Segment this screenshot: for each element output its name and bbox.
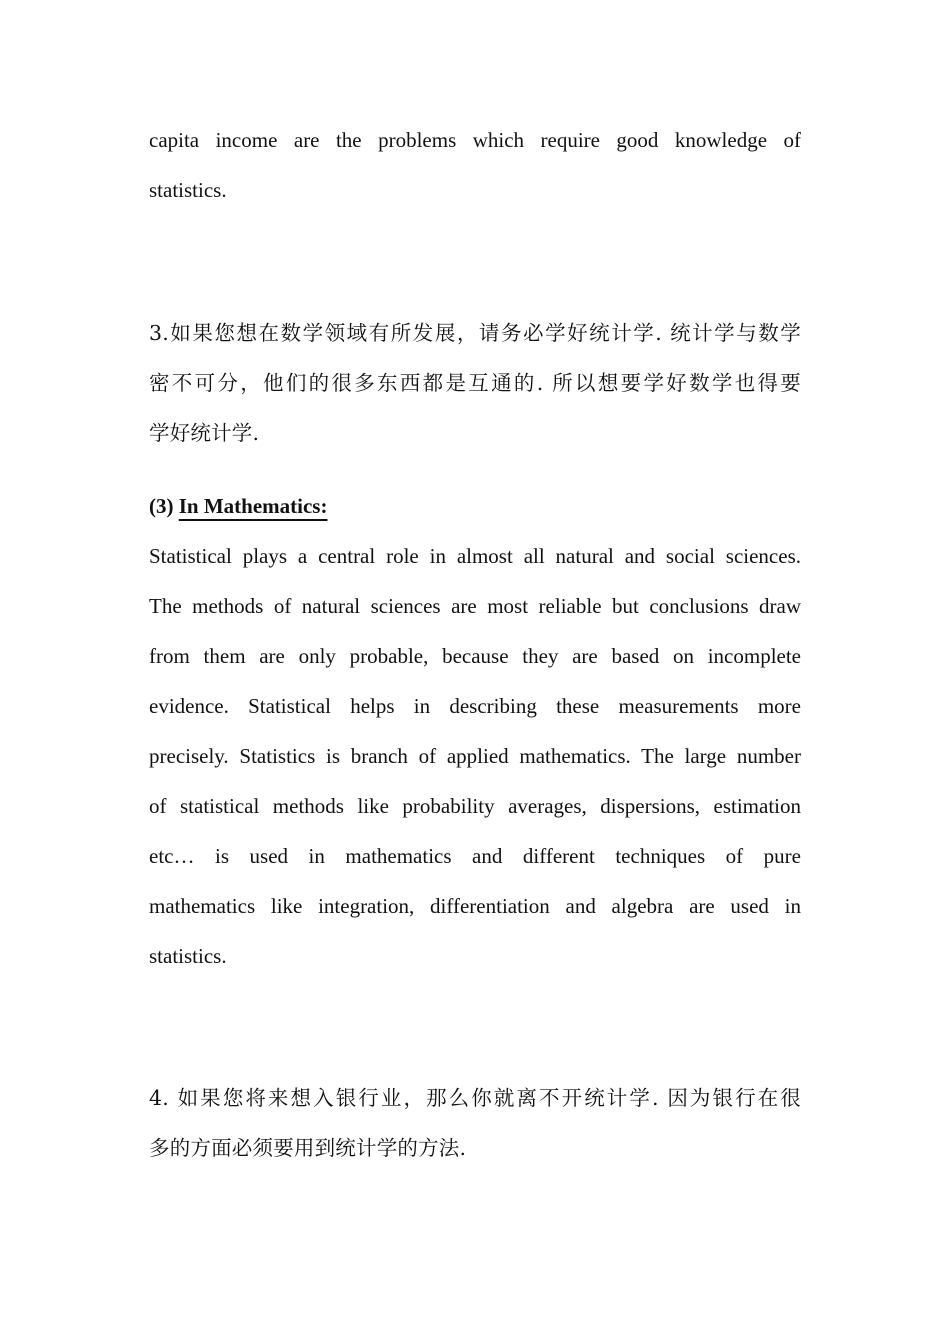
paragraph-line: statistics. <box>149 944 227 968</box>
section-title: In Mathematics: <box>178 494 328 518</box>
paragraph-line: 密不可分，他们的很多东西都是互通的. 所以想要学好数学也得要 <box>149 371 801 395</box>
paragraph-line: 学好统计学. <box>149 421 260 445</box>
paragraph-line: Statistical plays a central role in almost all natural and social sciences. <box>149 544 801 568</box>
paragraph-line: capita income are the problems which require good knowledge of <box>149 128 801 152</box>
paragraph-line: of statistical methods like probability averages, dispersions, estimation <box>149 794 801 818</box>
paragraph-line: 3.如果您想在数学领域有所发展，请务必学好统计学. 统计学与数学 <box>149 321 801 345</box>
paragraph-line: mathematics like integration, differentiation and algebra are used in <box>149 894 801 918</box>
section-heading-line <box>149 491 801 541</box>
paragraph-line: precisely. Statistics is branch of applied mathematics. The large number <box>149 744 801 768</box>
paragraph-line: etc… is used in mathematics and different techniques of pure <box>149 844 801 868</box>
paragraph-line: 多的方面必须要用到统计学的方法. <box>149 1136 467 1160</box>
previous-paragraph-end <box>149 125 801 225</box>
section-number: (3) <box>149 494 174 518</box>
paragraph-line: The methods of natural sciences are most reliable but conclusions draw <box>149 594 801 618</box>
chinese-note-4 <box>149 1083 801 1183</box>
paragraph-line: 4. 如果您将来想入银行业，那么你就离不开统计学. 因为银行在很 <box>149 1086 801 1110</box>
paragraph-line: evidence. Statistical helps in describing these measurements more <box>149 694 801 718</box>
section-3-body <box>149 541 801 991</box>
chinese-note-3 <box>149 318 801 468</box>
paragraph-line: from them are only probable, because they are based on incomplete <box>149 644 801 668</box>
section-heading <box>149 491 801 541</box>
paragraph-line: statistics. <box>149 178 227 202</box>
